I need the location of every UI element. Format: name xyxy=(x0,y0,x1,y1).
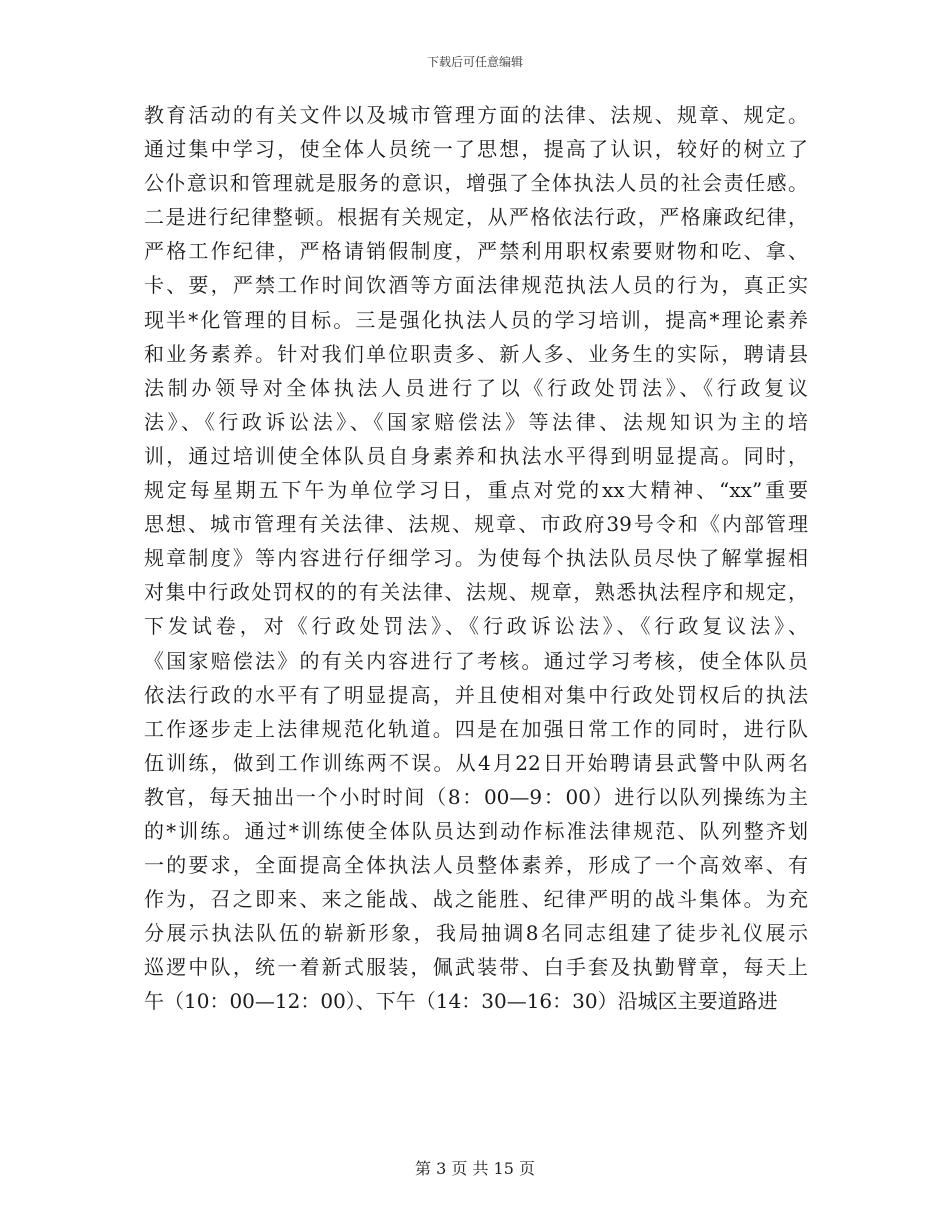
body-line: 卡、要，严禁工作时间饮酒等方面法律规范执法人员的行为，真正实 xyxy=(144,273,808,298)
body-line: 规定每星期五下午为单位学习日，重点对党的xx大精神、“xx”重要 xyxy=(144,478,808,503)
page-header-note: 下载后可任意编辑 xyxy=(426,55,523,69)
body-line: 一的要求，全面提高全体执法人员整体素养，形成了一个高效率、有 xyxy=(144,853,808,878)
body-line: 工作逐步走上法律规范化轨道。四是在加强日常工作的同时，进行队 xyxy=(144,716,808,741)
body-line: 《国家赔偿法》的有关内容进行了考核。通过学习考核，使全体队员 xyxy=(144,648,808,673)
body-line: 分展示执法队伍的崭新形象，我局抽调8名同志组建了徒步礼仪展示 xyxy=(144,921,808,946)
body-line: 的*训练。通过*训练使全体队员达到动作标准法律规范、队列整齐划 xyxy=(144,818,808,843)
body-line: 教育活动的有关文件以及城市管理方面的法律、法规、规章、规定。 xyxy=(144,103,808,127)
body-line: 二是进行纪律整顿。根据有关规定，从严格依法行政，严格廉政纪律， xyxy=(144,205,808,230)
body-line: 伍训练，做到工作训练两不误。从4月22日开始聘请县武警中队两名 xyxy=(144,750,808,775)
body-line: 巡逻中队，统一着新式服装，佩武装带、白手套及执勤臂章，每天上 xyxy=(144,955,808,980)
body-line: 依法行政的水平有了明显提高，并且使相对集中行政处罚权后的执法 xyxy=(144,682,808,707)
body-line: 作为，召之即来、来之能战、战之能胜、纪律严明的战斗集体。为充 xyxy=(144,887,808,912)
body-line: 午（10：00—12：00）、下午（14：30—16：30）沿城区主要道路进 xyxy=(144,989,778,1014)
body-line: 严格工作纪律，严格请销假制度，严禁利用职权索要财物和吃、拿、 xyxy=(144,239,808,264)
body-line: 法制办领导对全体执法人员进行了以《行政处罚法》、《行政复议 xyxy=(144,375,808,400)
page-number: 第 3 页 共 15 页 xyxy=(415,1159,535,1178)
body-line: 法》、《行政诉讼法》、《国家赔偿法》等法律、法规知识为主的培 xyxy=(144,409,808,434)
body-line: 对集中行政处罚权的的有关法律、法规、规章，熟悉执法程序和规定， xyxy=(144,580,808,605)
body-line: 现半*化管理的目标。三是强化执法人员的学习培训，提高*理论素养 xyxy=(144,307,808,332)
body-line: 通过集中学习，使全体人员统一了思想，提高了认识，较好的树立了 xyxy=(144,137,808,162)
body-line: 教官，每天抽出一个小时时间（8：00—9：00）进行以队列操练为主 xyxy=(144,784,808,809)
body-line: 训，通过培训使全体队员自身素养和执法水平得到明显提高。同时， xyxy=(144,443,808,468)
body-line: 公仆意识和管理就是服务的意识，增强了全体执法人员的社会责任感。 xyxy=(144,171,808,196)
body-line: 和业务素养。针对我们单位职责多、新人多、业务生的实际，聘请县 xyxy=(144,341,808,366)
body-line: 规章制度》等内容进行仔细学习。为使每个执法队员尽快了解掌握相 xyxy=(144,546,808,571)
body-line: 思想、城市管理有关法律、法规、规章、市政府39号令和《内部管理 xyxy=(144,512,808,537)
document-body xyxy=(144,98,808,1019)
body-line: 下发试卷，对《行政处罚法》、《行政诉讼法》、《行政复议法》、 xyxy=(144,614,808,639)
